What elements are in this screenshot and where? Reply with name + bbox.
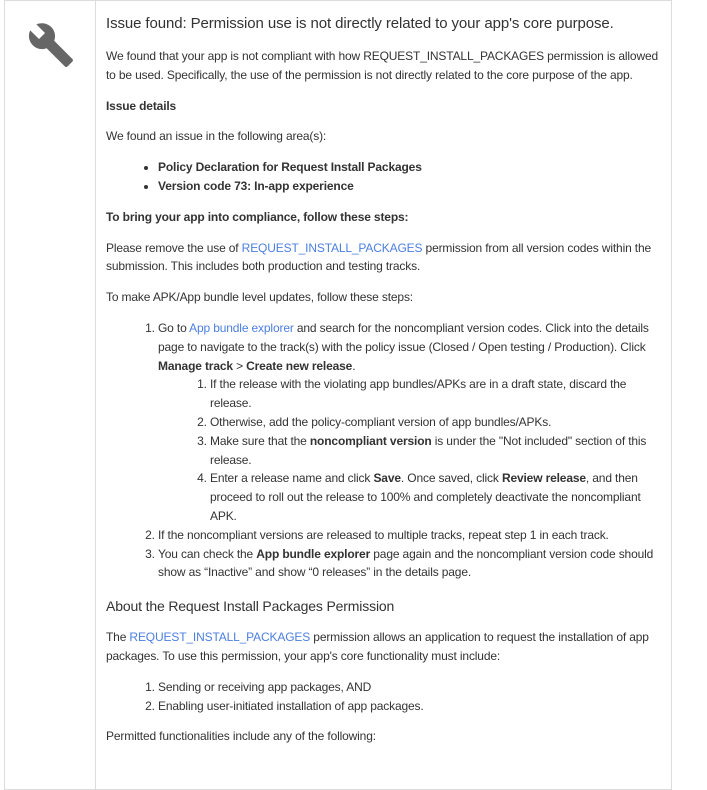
substep-item: 2. Otherwise, add the policy-compliant version of app bundles/APKs.	[210, 413, 664, 432]
remove-text: Please remove the use of REQUEST_INSTALL_PACKAGES permission from all version codes within the submission. This includes both production and testing tracks.	[106, 240, 652, 274]
core-list	[106, 678, 664, 716]
wrench-icon	[27, 21, 75, 69]
request-install-packages-link[interactable]: REQUEST_INSTALL_PACKAGES	[241, 240, 423, 255]
apk-intro: To make APK/App bundle level updates, follow these steps:	[106, 290, 413, 305]
app-bundle-explorer-link[interactable]: App bundle explorer	[189, 320, 294, 335]
about-heading: About the Request Install Packages Permission	[106, 598, 395, 615]
request-install-packages-link[interactable]: REQUEST_INSTALL_PACKAGES	[129, 630, 311, 645]
permitted-text: Permitted functionalities include any of the following:	[106, 729, 376, 744]
areas-list	[106, 158, 664, 196]
area-item: Version code 73: In-app experience	[158, 178, 354, 193]
steps-list	[106, 319, 664, 582]
substeps-list	[158, 375, 664, 525]
about-text: The REQUEST_INSTALL_PACKAGES permission allows an application to request the installation of app packages. To use this permission, your app's core functionality must include:	[106, 630, 649, 663]
substep-item: 3. Make sure that the noncompliant version is under the "Not included" section of this release.	[210, 432, 664, 470]
area-item: Policy Declaration for Request Install Packages	[158, 160, 422, 175]
issue-card	[4, 0, 672, 790]
substep-item: 1. If the release with the violating app bundles/APKs are in a draft state, discard the release.	[210, 375, 664, 413]
compliance-heading: To bring your app into compliance, follow these steps:	[106, 209, 409, 224]
step-item: 3. You can check the App bundle explorer page again and the noncompliant version code should show as “Inactive” and show “0 releases” in the details page.	[158, 545, 664, 583]
issue-content	[96, 1, 664, 789]
core-item: 1. Sending or receiving app packages, AND	[158, 678, 664, 697]
issue-title: Issue found: Permission use is not directly related to your app's core purpose.	[106, 15, 614, 32]
substep-item: 4. Enter a release name and click Save. Once saved, click Review release, and then proceed to roll out the release to 100% and completely deactivate the noncompliant APK.	[210, 469, 664, 525]
areas-intro: We found an issue in the following area(s):	[106, 129, 327, 144]
intro-text: We found that your app is not compliant with how REQUEST_INSTALL_PACKAGES permission is allowed to be used. Specifically, the use of the permission is not directly related to the core purpose of the app.	[106, 49, 659, 82]
issue-details-label: Issue details	[106, 98, 177, 113]
step-item: 2. If the noncompliant versions are released to multiple tracks, repeat step 1 in each track.	[158, 526, 664, 545]
icon-column	[5, 1, 96, 789]
step-item: 1. Go to App bundle explorer and search for the noncompliant version codes. Click into the details page to navigate to the track(s) with the policy issue (Closed / Open testing / Production). Click Manage track > Create new release. 1. If the release with the violating app bundles/APKs are in a draft state, discard the release. 2. Otherwise, add the policy-compliant version of app bundles/APKs. 3. Make sure that the noncompliant version is under the "Not included" section of this release. 4. Enter a release name and click Save. Once saved, click Review release, and then proceed to roll out the release to 100% and completely deactivate the noncompliant APK.	[158, 319, 664, 526]
core-item: 2. Enabling user-initiated installation of app packages.	[158, 697, 664, 716]
